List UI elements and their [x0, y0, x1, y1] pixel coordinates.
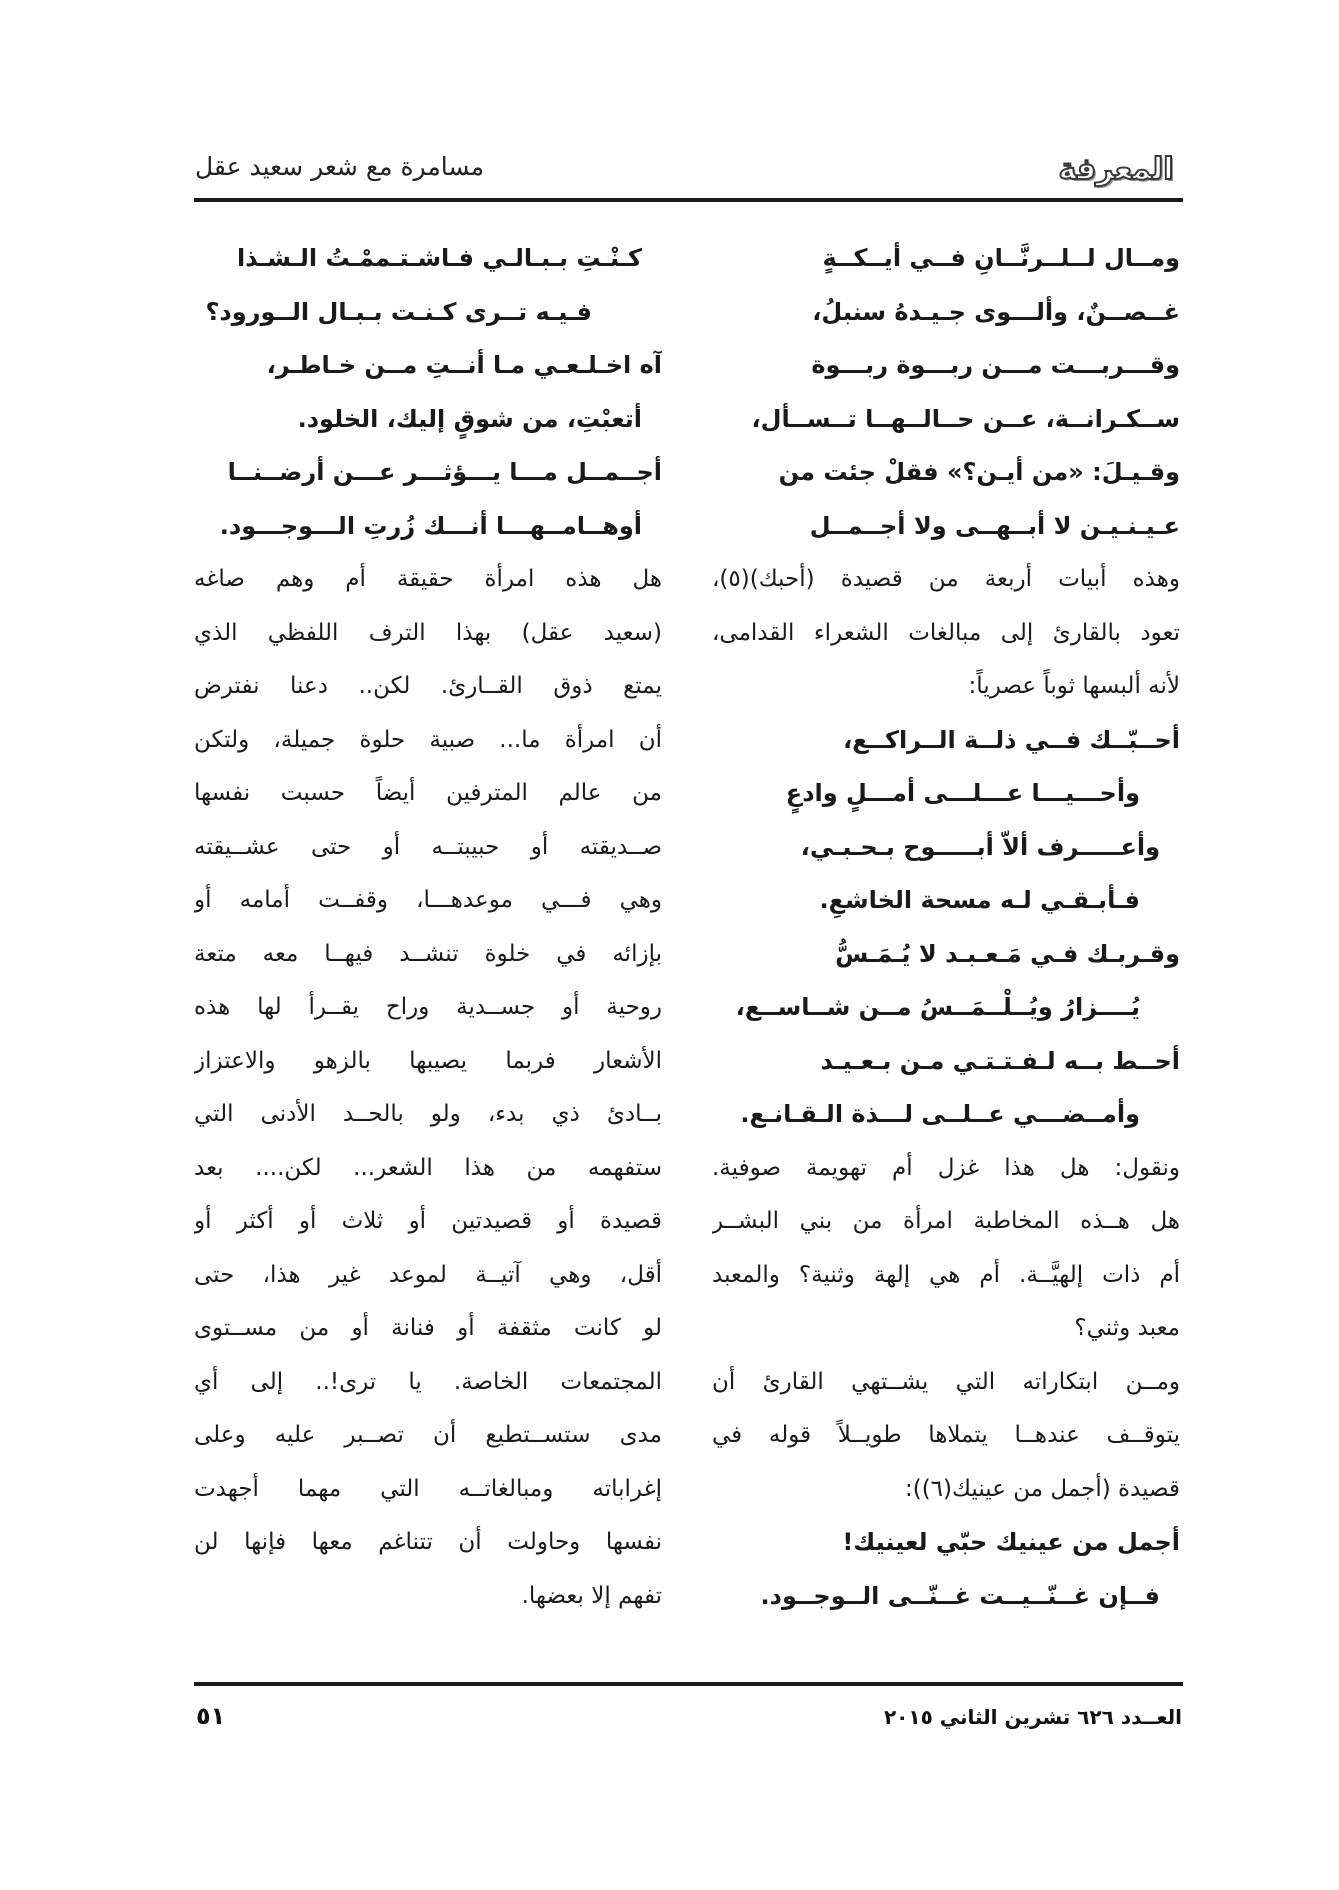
- prose-line: لو كانت مثقفة أو فنانة أو من مســتوى: [194, 1315, 662, 1341]
- prose-line: إغراباته ومبالغاتــه التي مهما أجهدت: [194, 1475, 662, 1502]
- prose-line: وهي فـــي موعدهـــا، وقفــت أمامه أو: [194, 887, 662, 913]
- verse-line: يُــــزارُ ويُــلْــمَــسُ مــن شــاســع،: [735, 993, 1140, 1021]
- prose-line: معبد وثني؟: [1074, 1315, 1180, 1341]
- verse-line: وقـيـلَ: «من أيـن؟» فقلْ جئت من: [778, 458, 1180, 486]
- prose-line: أم ذات إلهيَّــة. أم هي إلهة وثنية؟ والمعبد: [712, 1261, 1180, 1288]
- verse-line: أوهــامــهـــا أنـــك زُرتِ الـــوجـــود.: [219, 511, 642, 540]
- prose-line: روحية أو جســدية وراح يقــرأ لها هذه: [194, 994, 662, 1020]
- prose-line: قصيدة أو قصيدتين أو ثلاث أو أكثر أو: [194, 1208, 662, 1234]
- verse-line: وأمــضـــي عــلــى لـــذة الـقـانـع.: [740, 1100, 1140, 1128]
- prose-line: المجتمعات الخاصة. يا ترى!.. إلى أي: [194, 1368, 662, 1395]
- prose-line: يتوقــف عندهــا يتملاها طويــلاً قوله في: [712, 1422, 1180, 1448]
- magazine-logo: [1050, 148, 1182, 190]
- page-number: ٥١: [196, 1702, 226, 1730]
- prose-line: تعود بالقارئ إلى مبالغات الشعراء القدامى،: [712, 619, 1180, 646]
- prose-line: ومــن ابتكاراته التي يشــتهي القارئ أن: [712, 1368, 1180, 1395]
- verse-line: أحــبّــك فــي ذلــة الــراكــع،: [843, 725, 1180, 754]
- left-column: [194, 232, 662, 1623]
- prose-line: نفسها وحاولت أن تتناغم معها فإنها لن: [194, 1529, 662, 1555]
- prose-line: صــديقته أو حبيبتــه أو حتى عشــيقته: [194, 833, 662, 860]
- prose-line: ونقول: هل هذا غزل أم تهويمة صوفية.: [712, 1154, 1180, 1181]
- verse-line: ومــال لــلــرنَّــانِ فــي أيــكــةٍ: [822, 244, 1180, 272]
- verse-line: وقـربـك فـي مَـعـبـد لا يُـمَـسُّ: [835, 939, 1180, 968]
- verse-line: كـنْـتِ بـبـالـي فـاشـتـممْـتُ الـشـذا: [236, 244, 642, 272]
- prose-line: أقل، وهي آتيــة لموعد غير هذا، حتى: [194, 1261, 662, 1288]
- verse-line: فـيـه تــرى كـنـت بـبـال الــورود؟: [205, 297, 592, 326]
- prose-line: الأشعار فربما يصيبها بالزهو والاعتزاز: [194, 1047, 662, 1074]
- prose-line: مدى ستســتطيع أن تصــبر عليه وعلى: [194, 1422, 662, 1448]
- prose-line: ستفهمه من هذا الشعر... لكن.... بعد: [194, 1154, 662, 1181]
- logo-text: المعرفة: [1058, 151, 1174, 187]
- verse-line: عـيـنـيـن لا أبــهــى ولا أجــمــل: [809, 511, 1180, 540]
- verse-line: وأعـــــرف ألاّ أبـــــوح بـحـبـي،: [800, 832, 1160, 861]
- footer-rule: [194, 1682, 1183, 1686]
- prose-line: بــادئ ذي بدء، ولو بالحــد الأدنى التي: [194, 1101, 662, 1127]
- verse-line: فــإن غــنّــيــت غــنّــى الــوجــود.: [760, 1581, 1160, 1610]
- verse-line: ســكـرانــة، عــن حــالــهــا تــســأل،: [751, 404, 1180, 433]
- right-column: [712, 232, 1180, 1623]
- issue-info: العــدد ٦٢٦ تشرين الثاني ٢٠١٥: [883, 1705, 1182, 1729]
- prose-line: (سعيد عقل) بهذا الترف اللفظي الذي: [194, 619, 662, 646]
- prose-line: هل هذه امرأة حقيقة أم وهم صاغه: [194, 566, 662, 592]
- prose-line: وهذه أبيات أربعة من قصيدة (أحبك)(٥)،: [712, 566, 1180, 592]
- verse-line: آه اخـلـعـي مـا أنــتِ مــن خـاطـر،: [266, 351, 662, 379]
- running-title: مسامرة مع شعر سعيد عقل: [195, 152, 485, 181]
- verse-line: وقـــربـــت مـــن ربـــوة ربـــوة: [811, 351, 1180, 379]
- verse-line: فـأبـقـي لـه مسحة الخاشعِ.: [819, 886, 1140, 914]
- prose-line: من عالم المترفين أيضاً حسبت نفسها: [194, 780, 662, 806]
- prose-line: قصيدة (أجمل من عينيك(٦)):: [904, 1475, 1180, 1502]
- verse-line: أتعبْتِ، من شوقٍ إليك، الخلود.: [297, 404, 642, 433]
- verse-line: أجــمــل مـــا يـــؤثـــر عـــن أرضــنــا: [227, 458, 662, 486]
- prose-line: تفهم إلا بعضها.: [521, 1582, 662, 1609]
- prose-line: هل هــذه المخاطبة امرأة من بني البشــر: [712, 1208, 1180, 1234]
- verse-line: غــصــنٌ، وألـــوى جـيـدهُ سنبلُ،: [812, 297, 1180, 326]
- prose-line: أن امرأة ما... صبية حلوة جميلة، ولتكن: [194, 726, 662, 753]
- verse-line: وأحـــيـــا عـــلـــى أمـــلٍ وادعٍ: [785, 779, 1140, 807]
- header-rule: [194, 198, 1183, 202]
- prose-line: لأنه ألبسها ثوباً عصرياً:: [968, 673, 1180, 699]
- prose-line: يمتع ذوق القــارئ. لكن.. دعنا نفترض: [194, 673, 662, 699]
- prose-line: بإزائه في خلوة تنشــد فيهــا معه متعة: [194, 940, 662, 967]
- verse-line: أجمل من عينيك حبّي لعينيك!: [842, 1528, 1180, 1556]
- verse-line: أحــط بــه لـفـتـتـي مـن بـعـيـد: [820, 1046, 1180, 1075]
